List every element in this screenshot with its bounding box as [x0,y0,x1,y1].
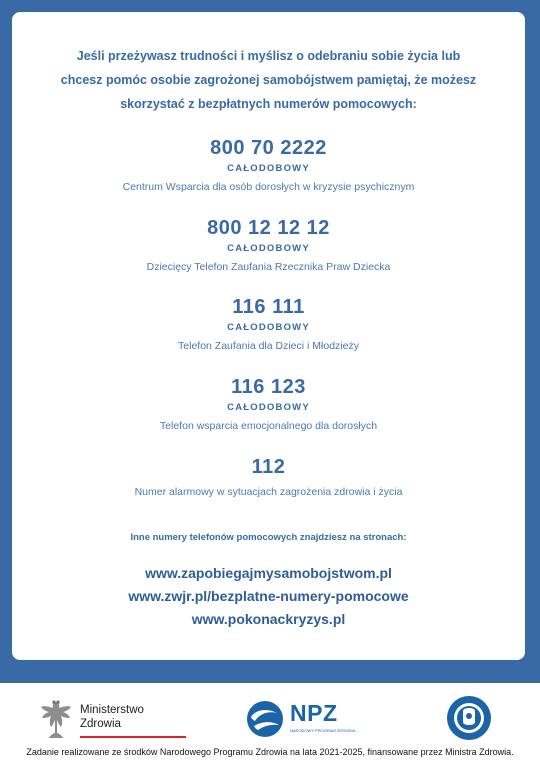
npz-logo [244,699,354,739]
availability-tag: CAŁODOBOWY [227,243,310,254]
helpline-description: Telefon wsparcia emocjonalnego dla dorosłych [159,420,378,432]
helpline-description: Dziecięcy Telefon Zaufania Rzecznika Praw Dziecka [146,261,391,273]
phone-number[interactable]: 800 12 12 12 [207,217,330,239]
helpline-description: Centrum Wsparcia dla osób dorosłych w kryzysie psychicznym [122,181,415,193]
helpline-entry-3 [12,295,525,353]
availability-tag: CAŁODOBOWY [227,322,310,333]
phone-number[interactable]: 800 70 2222 [210,137,327,159]
link-zapobiegajmysamobojstwom[interactable]: www.zapobiegajmysamobojstwom.pl [145,565,392,581]
ministry-of-health-logo [38,699,168,743]
availability-tag: CAŁODOBOWY [227,402,310,413]
phone-number[interactable]: 116 123 [231,376,306,398]
helpline-entry-4 [12,375,525,433]
other-numbers-heading: Inne numery telefonów pomocowych znajdziesz na stronach: [130,532,407,543]
npz-swirl-icon [244,699,286,739]
link-zwjr[interactable]: www.zwjr.pl/bezplatne-numery-pomocowe [128,588,409,604]
ministry-red-line [80,736,186,738]
helpline-entry-1 [12,136,525,194]
intro-line-3: skorzystać z bezpłatnych numerów pomocowych: [120,97,417,111]
phone-number[interactable]: 116 111 [232,296,305,318]
helpline-description: Numer alarmowy w sytuacjach zagrożenia zdrowia i życia [134,486,403,498]
ministry-line-2: Zdrowia [80,718,121,730]
eagle-emblem-icon [38,699,74,741]
institute-seal-icon [446,695,492,741]
helpline-card [12,12,525,660]
ministry-name [80,703,144,731]
link-pokonackryzys[interactable]: www.pokonackryzys.pl [191,611,346,627]
funding-note: Zadanie realizowane ze środków Narodowego Programu Zdrowia na lata 2021-2025, finansowane przez Ministra Zdrowia. [26,747,514,757]
ministry-line-1: Ministerstwo [80,704,144,716]
npz-label: NPZ [290,700,338,726]
npz-subtitle: NARODOWY PROGRAM ZDROWIA [290,728,356,733]
helpline-entry-5 [12,455,525,499]
helpline-description: Telefon Zaufania dla Dzieci i Młodzieży [178,340,359,352]
footer [0,683,540,768]
helpline-entry-2 [12,216,525,274]
intro-line-1: Jeśli przeżywasz trudności i myślisz o odebraniu sobie życia lub [76,49,461,63]
intro-line-2: chcesz pomóc osobie zagrożonej samobójstwem pamiętaj, że możesz [60,73,477,87]
intro-text [52,44,485,116]
availability-tag: CAŁODOBOWY [227,163,310,174]
website-links [12,562,525,631]
phone-number[interactable]: 112 [251,456,286,478]
